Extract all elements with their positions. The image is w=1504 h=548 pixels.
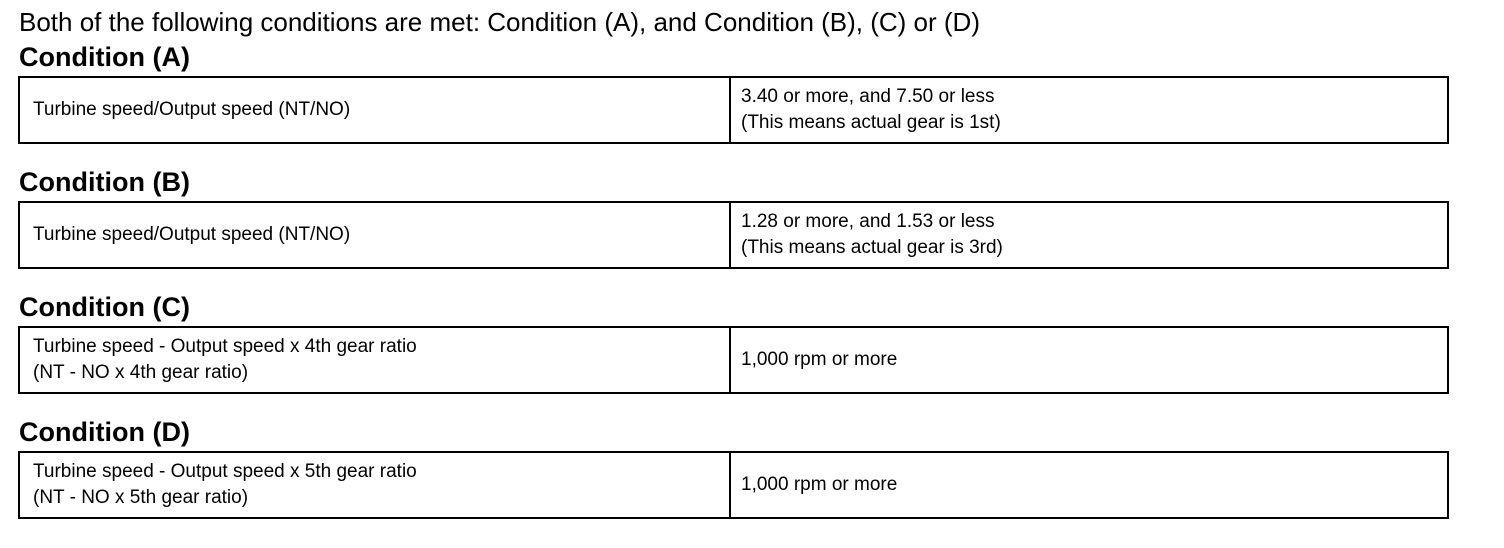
parameter-line: (NT - NO x 4th gear ratio) bbox=[33, 362, 249, 383]
condition-d-section bbox=[18, 416, 1435, 519]
value-line: 1,000 rpm or more bbox=[741, 349, 898, 370]
condition-a-table bbox=[18, 76, 1449, 144]
parameter-line: (NT - NO x 5th gear ratio) bbox=[33, 487, 249, 508]
intro-statement: Both of the following conditions are met: Condition (A), and Condition (B), (C) or (D) bbox=[19, 7, 980, 37]
condition-d-value bbox=[730, 452, 1448, 518]
condition-b-parameter bbox=[19, 202, 730, 268]
table-row bbox=[19, 327, 1448, 393]
table-row bbox=[19, 77, 1448, 143]
condition-a-section bbox=[18, 41, 1435, 144]
condition-d-table bbox=[18, 451, 1449, 519]
value-line: (This means actual gear is 1st) bbox=[741, 112, 1001, 133]
condition-b-table bbox=[18, 201, 1449, 269]
condition-d-parameter bbox=[19, 452, 730, 518]
condition-a-parameter bbox=[19, 77, 730, 143]
condition-b-value bbox=[730, 202, 1448, 268]
condition-b-section bbox=[18, 166, 1435, 269]
condition-d-title: Condition (D) bbox=[19, 417, 190, 447]
value-line: (This means actual gear is 3rd) bbox=[741, 237, 1003, 258]
value-line: 1.28 or more, and 1.53 or less bbox=[741, 211, 995, 232]
condition-c-title: Condition (C) bbox=[19, 292, 190, 322]
value-line: 3.40 or more, and 7.50 or less bbox=[741, 86, 995, 107]
condition-a-value bbox=[730, 77, 1448, 143]
parameter-line: Turbine speed - Output speed x 4th gear ratio bbox=[33, 336, 417, 357]
condition-a-title: Condition (A) bbox=[19, 42, 190, 72]
table-row bbox=[19, 452, 1448, 518]
condition-c-section bbox=[18, 291, 1435, 394]
condition-b-title: Condition (B) bbox=[19, 167, 190, 197]
condition-c-value bbox=[730, 327, 1448, 393]
condition-c-table bbox=[18, 326, 1449, 394]
parameter-line: Turbine speed - Output speed x 5th gear ratio bbox=[33, 461, 417, 482]
parameter-line: Turbine speed/Output speed (NT/NO) bbox=[33, 99, 351, 120]
table-row bbox=[19, 202, 1448, 268]
value-line: 1,000 rpm or more bbox=[741, 474, 898, 495]
parameter-line: Turbine speed/Output speed (NT/NO) bbox=[33, 224, 351, 245]
condition-c-parameter bbox=[19, 327, 730, 393]
